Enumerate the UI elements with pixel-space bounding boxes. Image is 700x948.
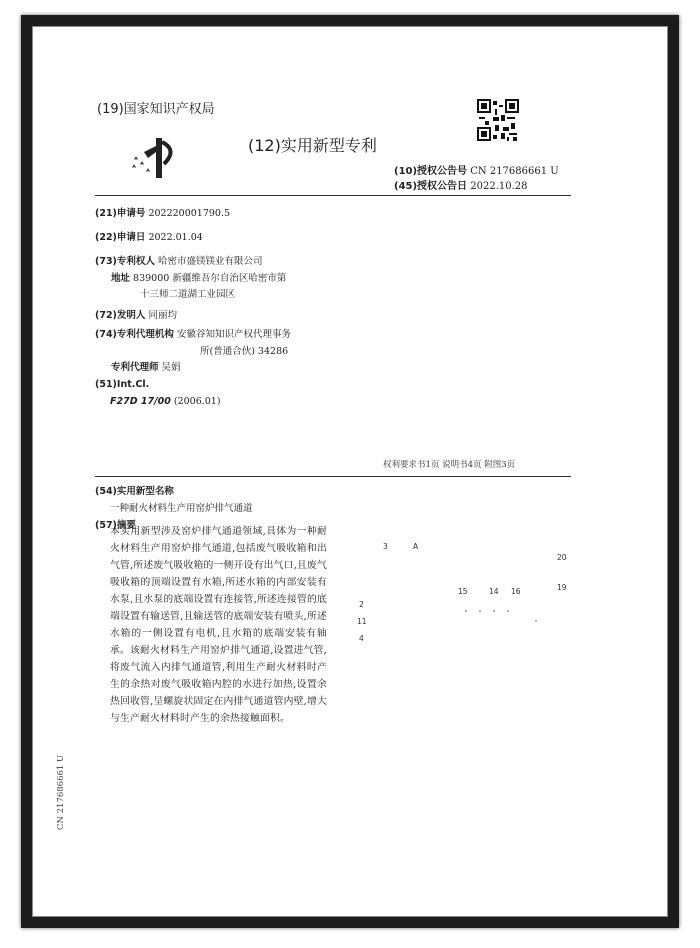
publication-number-row [394,162,559,177]
agency-line-2-text: 所(普通合伙) 34286 [200,346,289,357]
agency-line-1: 安徽谷知知识产权代理事务 [176,329,291,340]
publication-number: CN 217686661 U [470,166,559,177]
utility-model-title: 一种耐火材料生产用窑炉排气通道 [110,503,253,514]
figure-label: 15 [458,587,468,596]
figure-label: 11 [357,617,367,626]
abstract-text: 本实用新型涉及窑炉排气通道领域,具体为一种耐火材料生产用窑炉排气通道,包括废气吸收箱和出气管,所述废气吸收箱的一侧开设有出气口,且废气吸收箱的顶端设置有水箱,所述水箱的内部安装有水泵,且水泵的底端设置有连接管,所述连接管的底端设置有输送管,且输送管的底端安装有喷头,所述水箱的一侧设置有电机,且水箱的底端安装有轴承。该耐火材料生产用窑炉排气通道,设置进气管,将废气流入内排气通道管,利用生产耐火材料时产生的余热对废气吸收箱内腔的水进行加热,设置余热回收管,呈螺旋状固定在内排气通道管内壁,增大与生产耐火材料时产生的余热接触面积。 [110,526,327,724]
publication-date-label: (45)授权公告日 [394,181,468,192]
figure-label: A [413,542,419,551]
patentee: 哈密市盛镁镁业有限公司 [157,256,263,267]
patentee-row [95,253,262,267]
address-line-2 [140,286,235,300]
inventor: 同丽均 [148,310,177,321]
ipc-label: (51)Int.Cl. [95,379,150,390]
application-date-row [95,229,203,243]
ipc-version: (2006.01) [173,396,221,407]
title-label: (54)实用新型名称 [95,486,174,497]
agent: 吴娟 [161,362,181,373]
application-number-label: (21)申请号 [95,208,146,219]
figure-label: 19 [557,583,567,592]
patent-office: (19)国家知识产权局 [97,102,215,117]
application-number: 202220001790.5 [148,208,231,219]
application-date-label: (22)申请日 [95,232,146,243]
publication-number-label: (10)授权公告号 [394,166,468,177]
ipc-label-row [95,379,149,390]
drawing-dots [460,605,540,625]
figure-label: 20 [557,553,567,562]
agency-label: (74)专利代理机构 [95,329,174,340]
figure-label: 14 [489,587,499,596]
figure-label: 2 [359,600,364,609]
publication-date-row [394,177,528,192]
figure-label: 16 [511,587,521,596]
address-line-1: 839000 新疆维吾尔自治区哈密市第 [133,273,287,284]
ipc-code: F27D 17/00 [110,396,171,407]
address-line-2-text: 十三师二道湖工业园区 [140,289,236,300]
document-type: (12)实用新型专利 [248,136,377,155]
ipc-code-row [110,396,221,407]
qr-code-icon [477,99,519,141]
side-publication-number: CN 217686661 U [56,754,66,830]
figure-label: 3 [383,542,388,551]
application-number-row [95,205,230,219]
inventor-label: (72)发明人 [95,310,146,321]
publication-date: 2022.10.28 [470,181,528,192]
agency-line-2 [200,343,288,357]
abstract-divider [95,476,571,477]
application-date: 2022.01.04 [148,232,203,243]
page-counts: 权利要求书1页 说明书4页 附图3页 [383,460,516,470]
agent-label: 专利代理师 [111,362,159,373]
header-divider [95,195,571,196]
agent-row [111,359,181,373]
cnipa-logo-icon [126,132,176,180]
patentee-label: (73)专利权人 [95,256,155,267]
abstract-label: (57)摘要 [95,520,136,531]
inventor-row [95,307,177,321]
agency-row [95,326,291,340]
figure-label: 4 [359,634,364,643]
address-label: 地址 [111,273,131,284]
address-row [111,270,286,284]
